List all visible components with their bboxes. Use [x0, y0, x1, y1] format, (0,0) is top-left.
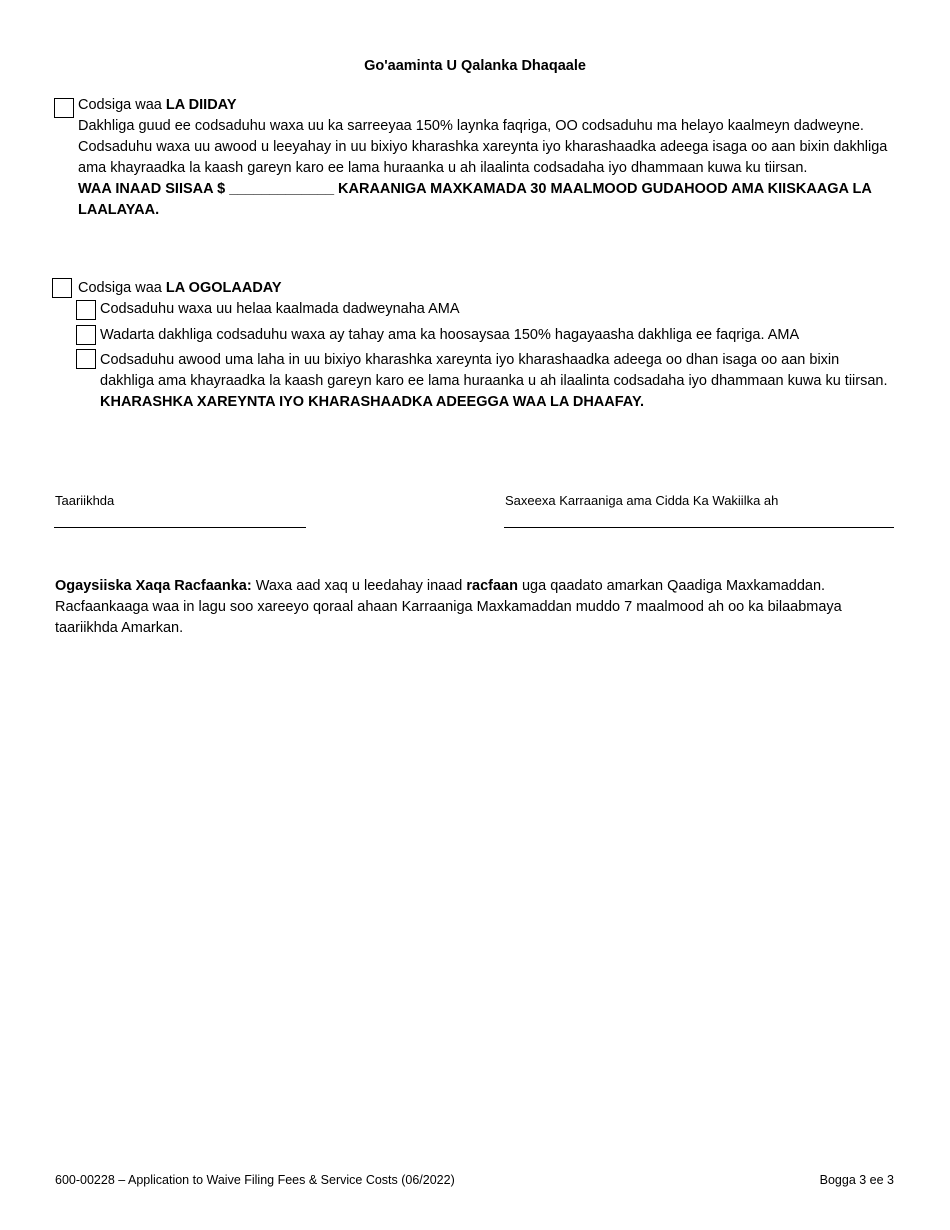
option-unable-to-pay-checkbox[interactable]: [76, 349, 96, 369]
clerk-signature-label: Saxeexa Karraaniga ama Cidda Ka Wakiilka ah: [505, 493, 779, 508]
page-title: Go'aaminta U Qalanka Dhaqaale: [364, 58, 586, 74]
appeal-text-before: Waxa aad xaq u leedahay inaad: [251, 578, 467, 594]
denied-body: Dakhliga guud ee codsaduhu waxa uu ka sarreeyaa 150% laynka faqriga, OO codsaduhu ma helayo kaalmeyn dadweyne. Codsaduhu waxa uu awood u leeyahay in uu bixiyo kharashka xareynta iyo kharashaadka adeega isaga oo aan bixin dakhliga ama khayraadka la kaash gareyn karo ee lama huraanka u ah ilaalinta codsadaha iyo dhammaan kuwa ku tiirsan.: [78, 118, 888, 176]
footer-page-number: Bogga 3 ee 3: [819, 1173, 894, 1187]
option-income-threshold: Wadarta dakhliga codsaduhu waxa ay tahay ama ka hoosaysaa 150% hagayaasha dakhliga ee faqriga. AMA: [100, 327, 800, 343]
appeal-text-after: uga qaadato amarkan Qaadiga Maxkamaddan. Racfaankaaga waa in lagu soo xareeyo qoraal ahaan Karraaniga Maxkamaddan muddo 7 maalmood ah oo ka bilaabmaya taariikhda Amarkan.: [55, 578, 842, 636]
granted-prefix: Codsiga waa: [78, 280, 166, 296]
denied-heading: [78, 95, 893, 116]
date-label: Taariikhda: [55, 493, 115, 508]
option-unable-to-pay-section: [100, 350, 893, 413]
granted-checkbox[interactable]: [52, 278, 72, 298]
denied-label: LA DIIDAY: [165, 97, 237, 113]
option-unable-to-pay: Codsaduhu awood uma laha in uu bixiyo kharashka xareynta iyo kharashaadka adeega oo dhan isaga oo aan bixin dakhliga ama khayraadka la kaash gareyn karo ee lama huraanka u ah ilaalinta codsadaha iyo dhammaan kuwa ku tiirsan.: [100, 352, 888, 389]
option-public-assistance-checkbox[interactable]: [76, 300, 96, 320]
clerk-signature-line[interactable]: [504, 527, 894, 528]
granted-heading: [78, 278, 893, 299]
footer-form-id: 600-00228 – Application to Waive Filing Fees & Service Costs (06/2022): [55, 1173, 455, 1187]
payment-notice: WAA INAAD SIISAA $ _____________ KARAANIGA MAXKAMADA 30 MAALMOOD GUDAHOOD AMA KIISKAAGA LA LAALAYAA.: [78, 181, 872, 218]
granted-label: LA OGOLAADAY: [165, 280, 282, 296]
appeal-notice: [55, 576, 900, 639]
waived-notice: KHARASHKA XAREYNTA IYO KHARASHAADKA ADEEGGA WAA LA DHAAFAY.: [100, 394, 645, 410]
date-line[interactable]: [54, 527, 306, 528]
appeal-bold-word: racfaan: [466, 578, 518, 594]
denied-section: [78, 95, 893, 221]
denied-checkbox[interactable]: [54, 98, 74, 118]
option-public-assistance: Codsaduhu waxa uu helaa kaalmada dadweynaha AMA: [100, 301, 460, 317]
appeal-heading: Ogaysiiska Xaqa Racfaanka:: [55, 578, 252, 594]
denied-prefix: Codsiga waa: [78, 97, 166, 113]
option-income-threshold-checkbox[interactable]: [76, 325, 96, 345]
